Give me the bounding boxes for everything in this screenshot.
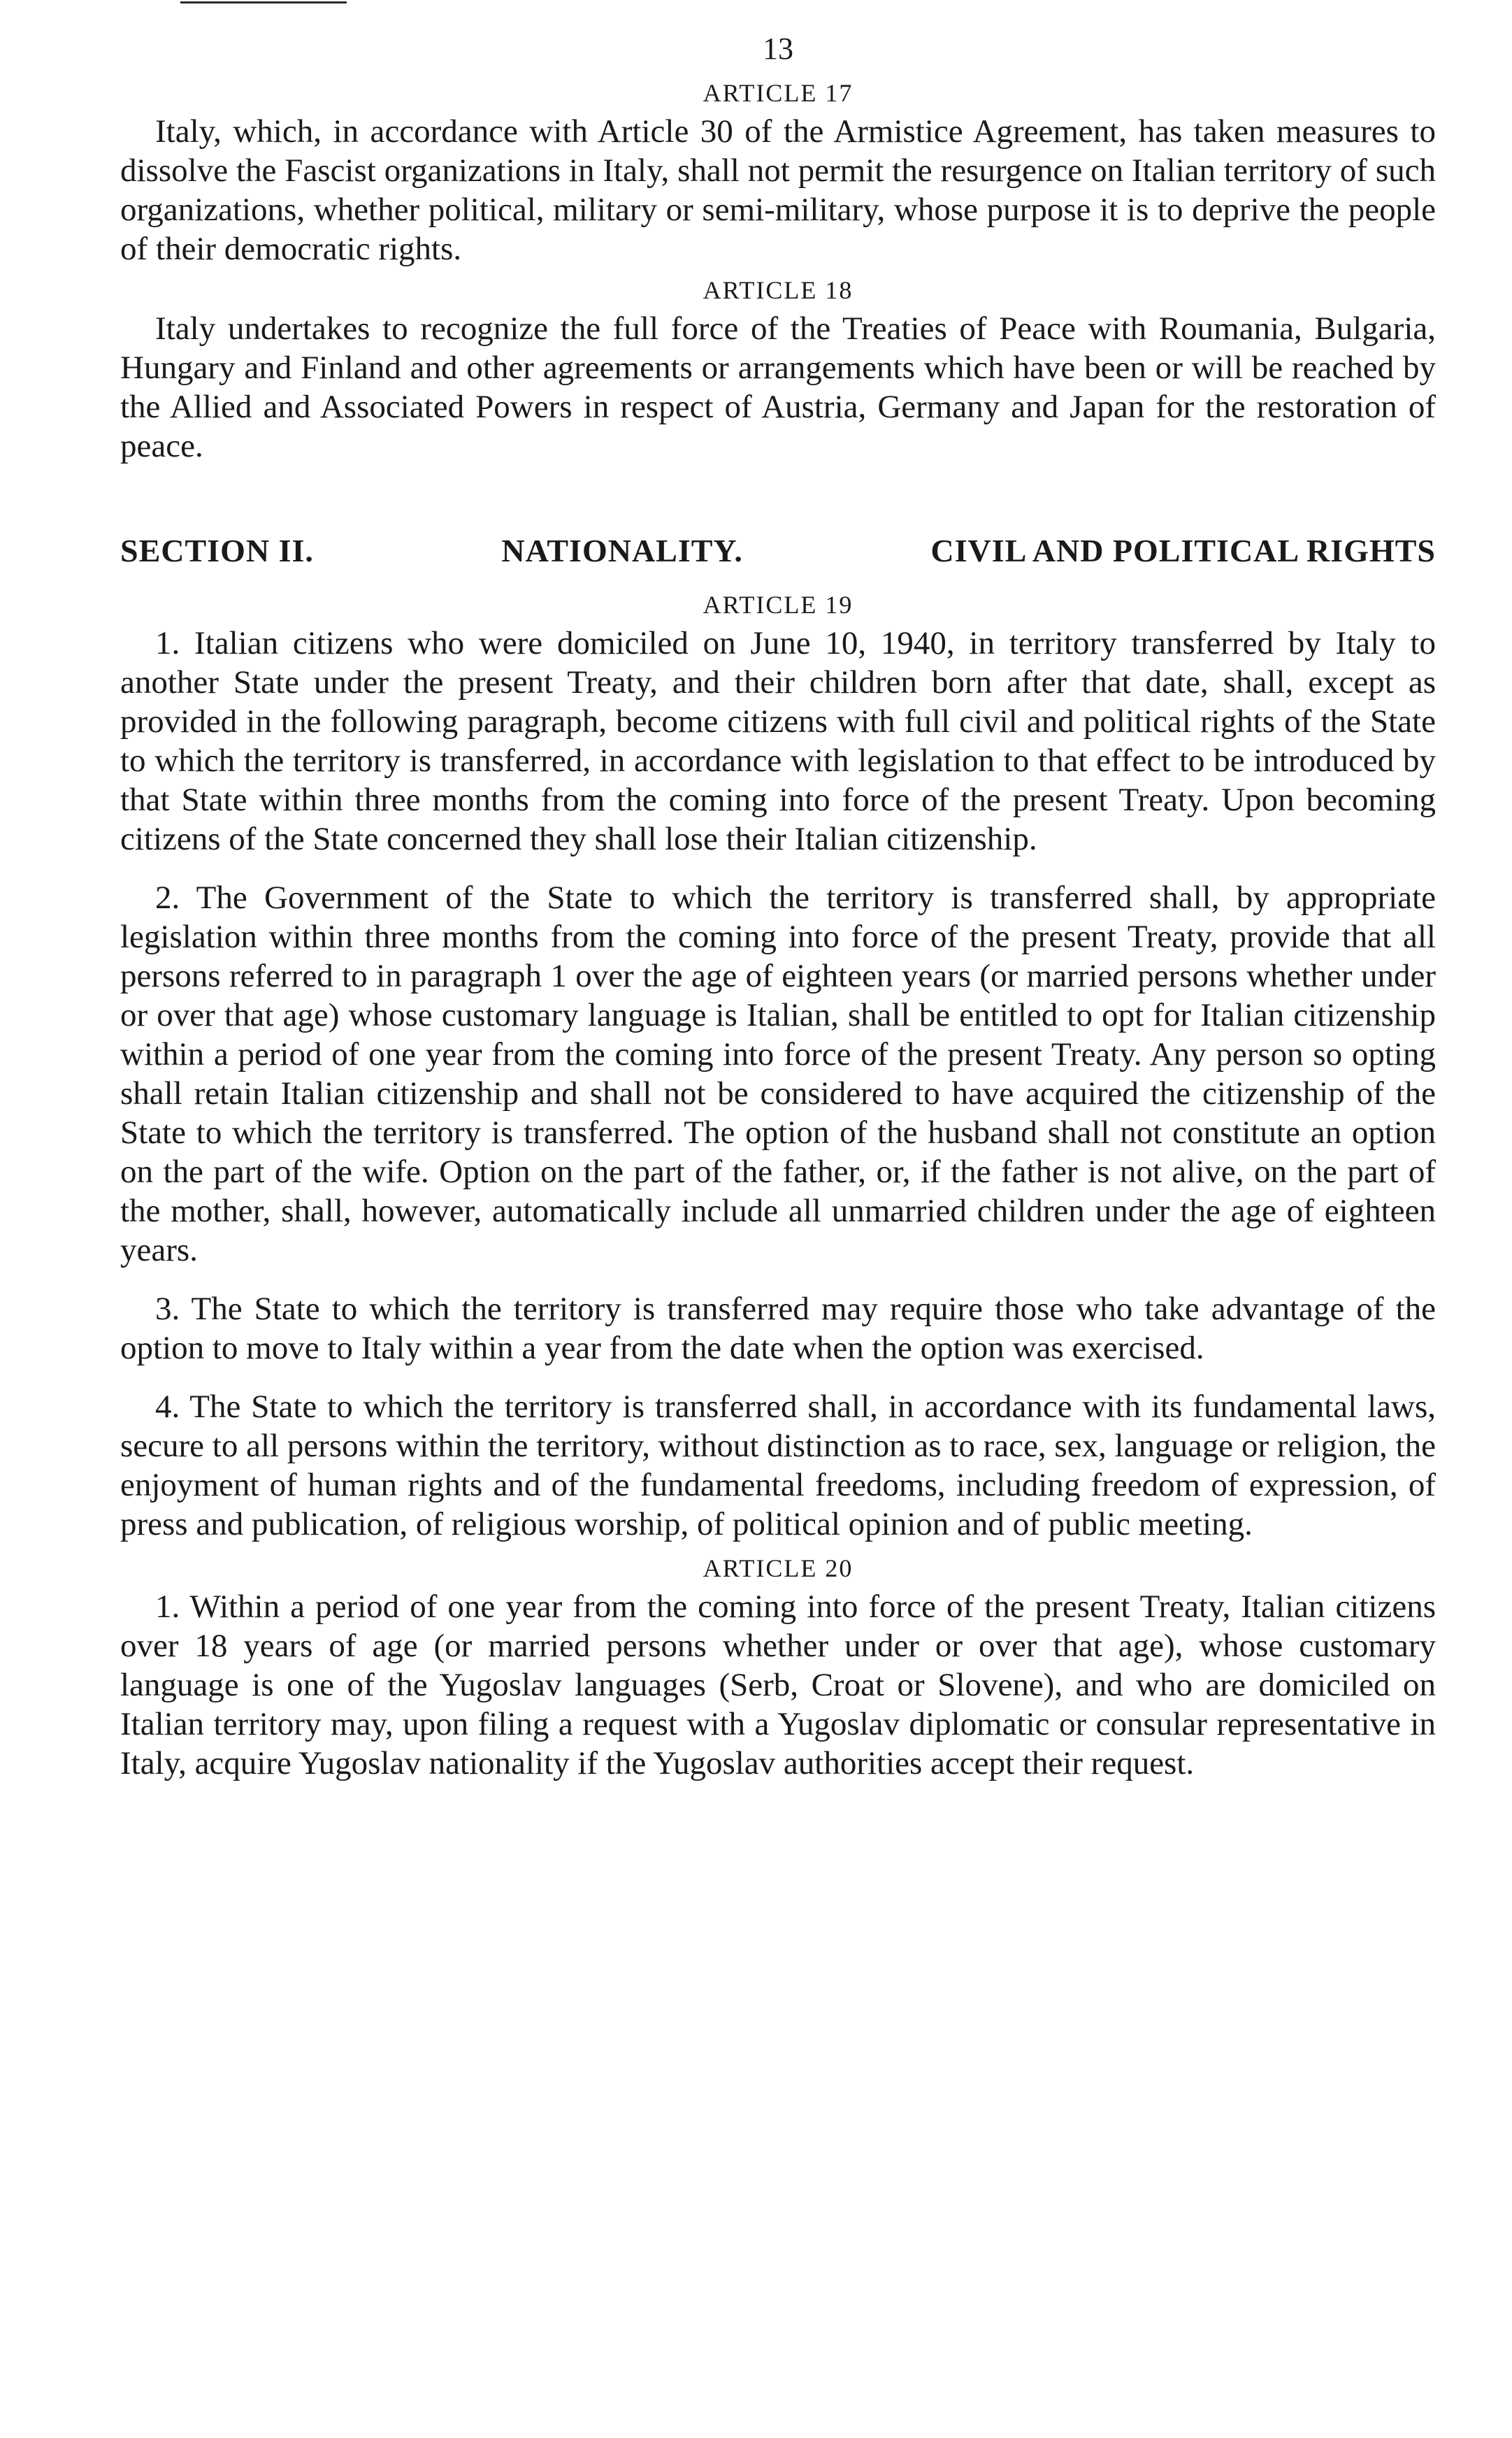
section-title-nationality: NATIONALITY.	[501, 533, 743, 568]
article-19-paragraph-4: 4. The State to which the territory is transferred shall, in accordance with its fundamental laws, secure to all persons within the territory, without distinction as to race, sex, language or religion, the enjoyment of human rights and of the fundamental freedoms, including freedom of expression, of press and publication, of religious worship, of political opinion and of public meeting.	[120, 1389, 1436, 1542]
article-18-text: Italy undertakes to recognize the full force of the Treaties of Peace with Roumania, Bulgaria, Hungary and Finland and other agreements or arrangements which have been or will be reached by the Allied and Associated Powers in respect of Austria, Germany and Japan for the restoration of peace.	[120, 310, 1436, 464]
article-19-paragraph-3: 3. The State to which the territory is transferred may require those who take advantage of the option to move to Italy within a year from the date when the option was exercised.	[120, 1291, 1436, 1366]
article-19-paragraph-2: 2. The Government of the State to which the territory is transferred shall, by appropriate legislation within three months from the coming into force of the present Treaty, provide that all persons referred to in paragraph 1 over the age of eighteen years (or married persons whether under or over that age) whose customary language is Italian, shall be entitled to opt for Italian citizenship within a period of one year from the coming into force of the present Treaty. Any person so opting shall retain Italian citizenship and shall not be considered to have acquired the citizenship of the State to which the territory is transferred. The option of the husband shall not constitute an option on the part of the wife. Option on the part of the father, or, if the father is not alive, on the part of the mother, shall, however, automatically include all unmarried children under the age of eighteen years.	[120, 880, 1436, 1268]
article-19	[120, 587, 1436, 1544]
article-17-heading: ARTICLE 17	[703, 79, 854, 107]
section-heading	[120, 530, 1436, 572]
article-19-paragraph-1: 1. Italian citizens who were domiciled on June 10, 1940, in territory transferred by Italy to another State under the present Treaty, and their children born after that date, shall, except as provided in the following paragraph, become citizens with full civil and political rights of the State to which the territory is transferred, in accordance with legislation to that effect to be introduced by that State within three months from the coming into force of the present Treaty. Upon becoming citizens of the State concerned they shall lose their Italian citizenship.	[120, 625, 1436, 857]
article-20	[120, 1551, 1436, 1783]
document-page	[120, 28, 1436, 1783]
article-18-heading: ARTICLE 18	[703, 276, 854, 304]
article-19-heading: ARTICLE 19	[703, 591, 854, 619]
top-rule	[180, 1, 347, 3]
section-title-rights: CIVIL AND POLITICAL RIGHTS	[930, 533, 1436, 568]
article-18	[120, 273, 1436, 466]
article-20-paragraph-1: 1. Within a period of one year from the coming into force of the present Treaty, Italian citizens over 18 years of age (or married persons whether under or over that age), whose customary language is one of the Yugoslav languages (Serb, Croat or Slovene), and who are domiciled on Italian territory may, upon filing a request with a Yugoslav diplomatic or consular representative in Italy, acquire Yugoslav nationality if the Yugoslav authorities accept their request.	[120, 1589, 1436, 1781]
page-number: 13	[763, 31, 793, 66]
article-17-text: Italy, which, in accordance with Article 30 of the Armistice Agreement, has taken measures to dissolve the Fascist organizations in Italy, shall not permit the resurgence on Italian territory of such organizations, whether political, military or semi-military, whose purpose it is to deprive the people of their democratic rights.	[120, 113, 1436, 267]
section-number: SECTION II.	[120, 533, 314, 568]
article-20-heading: ARTICLE 20	[703, 1554, 854, 1582]
article-17	[120, 76, 1436, 268]
